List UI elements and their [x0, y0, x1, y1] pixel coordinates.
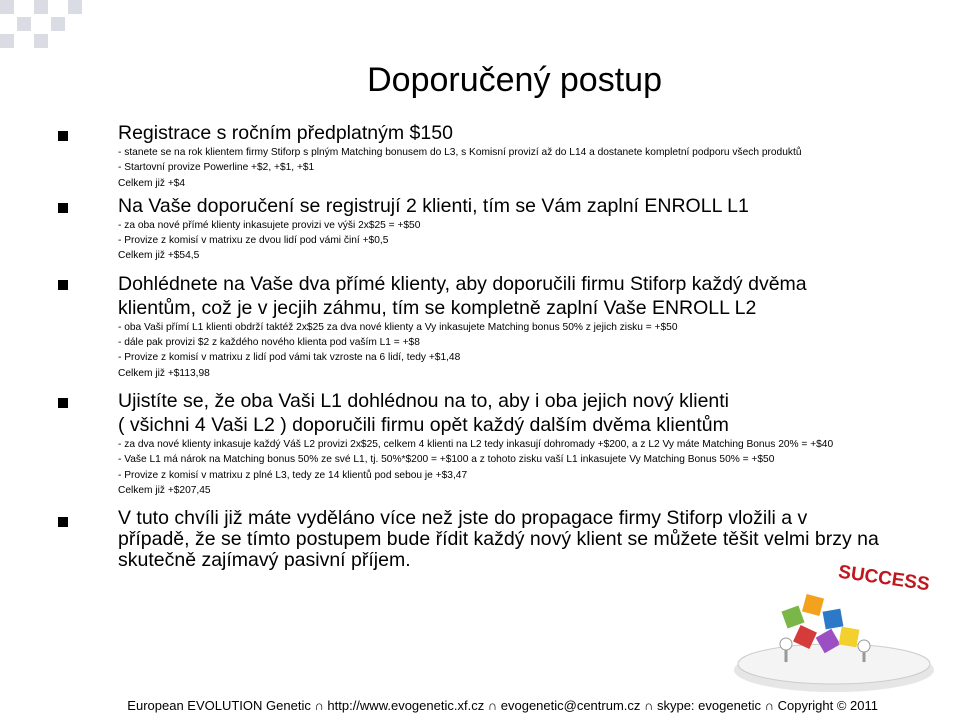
corner-decoration: [0, 0, 90, 50]
footer: European EVOLUTION Genetic ∩ http://www.evogenetic.xf.cz ∩ evogenetic@centrum.cz ∩ skype: evogenetic ∩ Copyright © 2011: [127, 698, 878, 713]
conclusion-line: případě, že se tímto postupem bude řídit každý nový klient se můžete těšit velmi brzy na: [118, 528, 879, 551]
item-detail: - dále pak provizi $2 z každého nového klienta pod vaším L1 = +$8: [118, 337, 420, 349]
item-total: Celkem již +$54,5: [118, 250, 200, 262]
item-detail: - za dva nové klienty inkasuje každý Váš L2 provizi 2x$25, celkem 4 klienti na L2 tedy inkasují dohromady +$200, a z L2 Vy máte Matching Bonus 20% = +$40: [118, 438, 834, 450]
item-heading-line: Dohlédnete na Vaše dva přímé klienty, aby doporučili firmu Stiforp každý dvěma: [118, 272, 807, 295]
item-detail: - Provize z komisí v matrixu ze dvou lidí pod vámi činí +$0,5: [118, 235, 389, 247]
item-heading-line: klientům, což je v jecjih záhmu, tím se kompletně zaplní Vaše ENROLL L2: [118, 296, 757, 319]
list-item-enroll-l2: [58, 272, 918, 381]
item-detail: - Provize z komisí v matrixu z lidí pod vámi tak vzroste na 6 lidí, tedy +$1,48: [118, 352, 461, 364]
square-bullet-icon: [58, 517, 68, 527]
conclusion-line: skutečně zajímavý pasivní příjem.: [118, 549, 411, 572]
item-detail: - Vaše L1 má nárok na Matching bonus 50% ze své L1, tj. 50%*$200 = +$100 a z tohoto zisku vaší L1 inkasujete Vy Matching Bonus 50% = +$50: [118, 454, 775, 466]
slide-content: [58, 122, 918, 571]
list-item-l2-clients: [58, 389, 918, 498]
item-heading-line: Ujistíte se, že oba Vaši L1 dohlédnou na to, aby i oba jejich nový klienti: [118, 389, 730, 412]
square-bullet-icon: [58, 398, 68, 408]
success-text: SUCCESS: [836, 561, 931, 596]
item-total: Celkem již +$207,45: [118, 484, 211, 496]
item-total: Celkem již +$4: [118, 177, 186, 189]
item-total: Celkem již +$113,98: [118, 367, 210, 379]
item-heading: Na Vaše doporučení se registrují 2 klienti, tím se Vám zaplní ENROLL L1: [118, 194, 749, 217]
item-heading: Registrace s ročním předplatným $150: [118, 122, 453, 144]
list-item-registration: [58, 122, 918, 191]
item-heading-line: ( všichni 4 Vaši L2 ) doporučili firmu opět každý dalším dvěma klientům: [118, 413, 729, 436]
square-bullet-icon: [58, 131, 68, 141]
item-detail: - stanete se na rok klientem firmy Stiforp s plným Matching bonusem do L3, s Komisní provizí až do L14 a dostanete kompletní podporu všech produktů: [118, 147, 802, 158]
square-bullet-icon: [58, 203, 68, 213]
item-detail: - za oba nové přímé klienty inkasujete provizi ve výši 2x$25 = +$50: [118, 219, 421, 231]
item-detail: - oba Vaši přímí L1 klienti obdrží taktéž 2x$25 za dva nové klienty a Vy inkasujete Matching bonus 50% z jejich zisku = +$50: [118, 321, 678, 333]
square-bullet-icon: [58, 280, 68, 290]
slide-title: Doporučený postup: [367, 61, 662, 99]
item-detail: - Provize z komisí v matrixu z plné L3, tedy ze 14 klientů pod sebou je +$3,47: [118, 469, 468, 481]
success-illustration: [724, 548, 944, 698]
item-detail: - Startovní provize Powerline +$2, +$1, +$1: [118, 162, 315, 174]
list-item-enroll-l1: [58, 195, 918, 264]
success-sign: [835, 555, 934, 598]
conclusion-line: V tuto chvíli již máte vyděláno více než jste do propagace firmy Stiforp vložili a v: [118, 507, 808, 530]
